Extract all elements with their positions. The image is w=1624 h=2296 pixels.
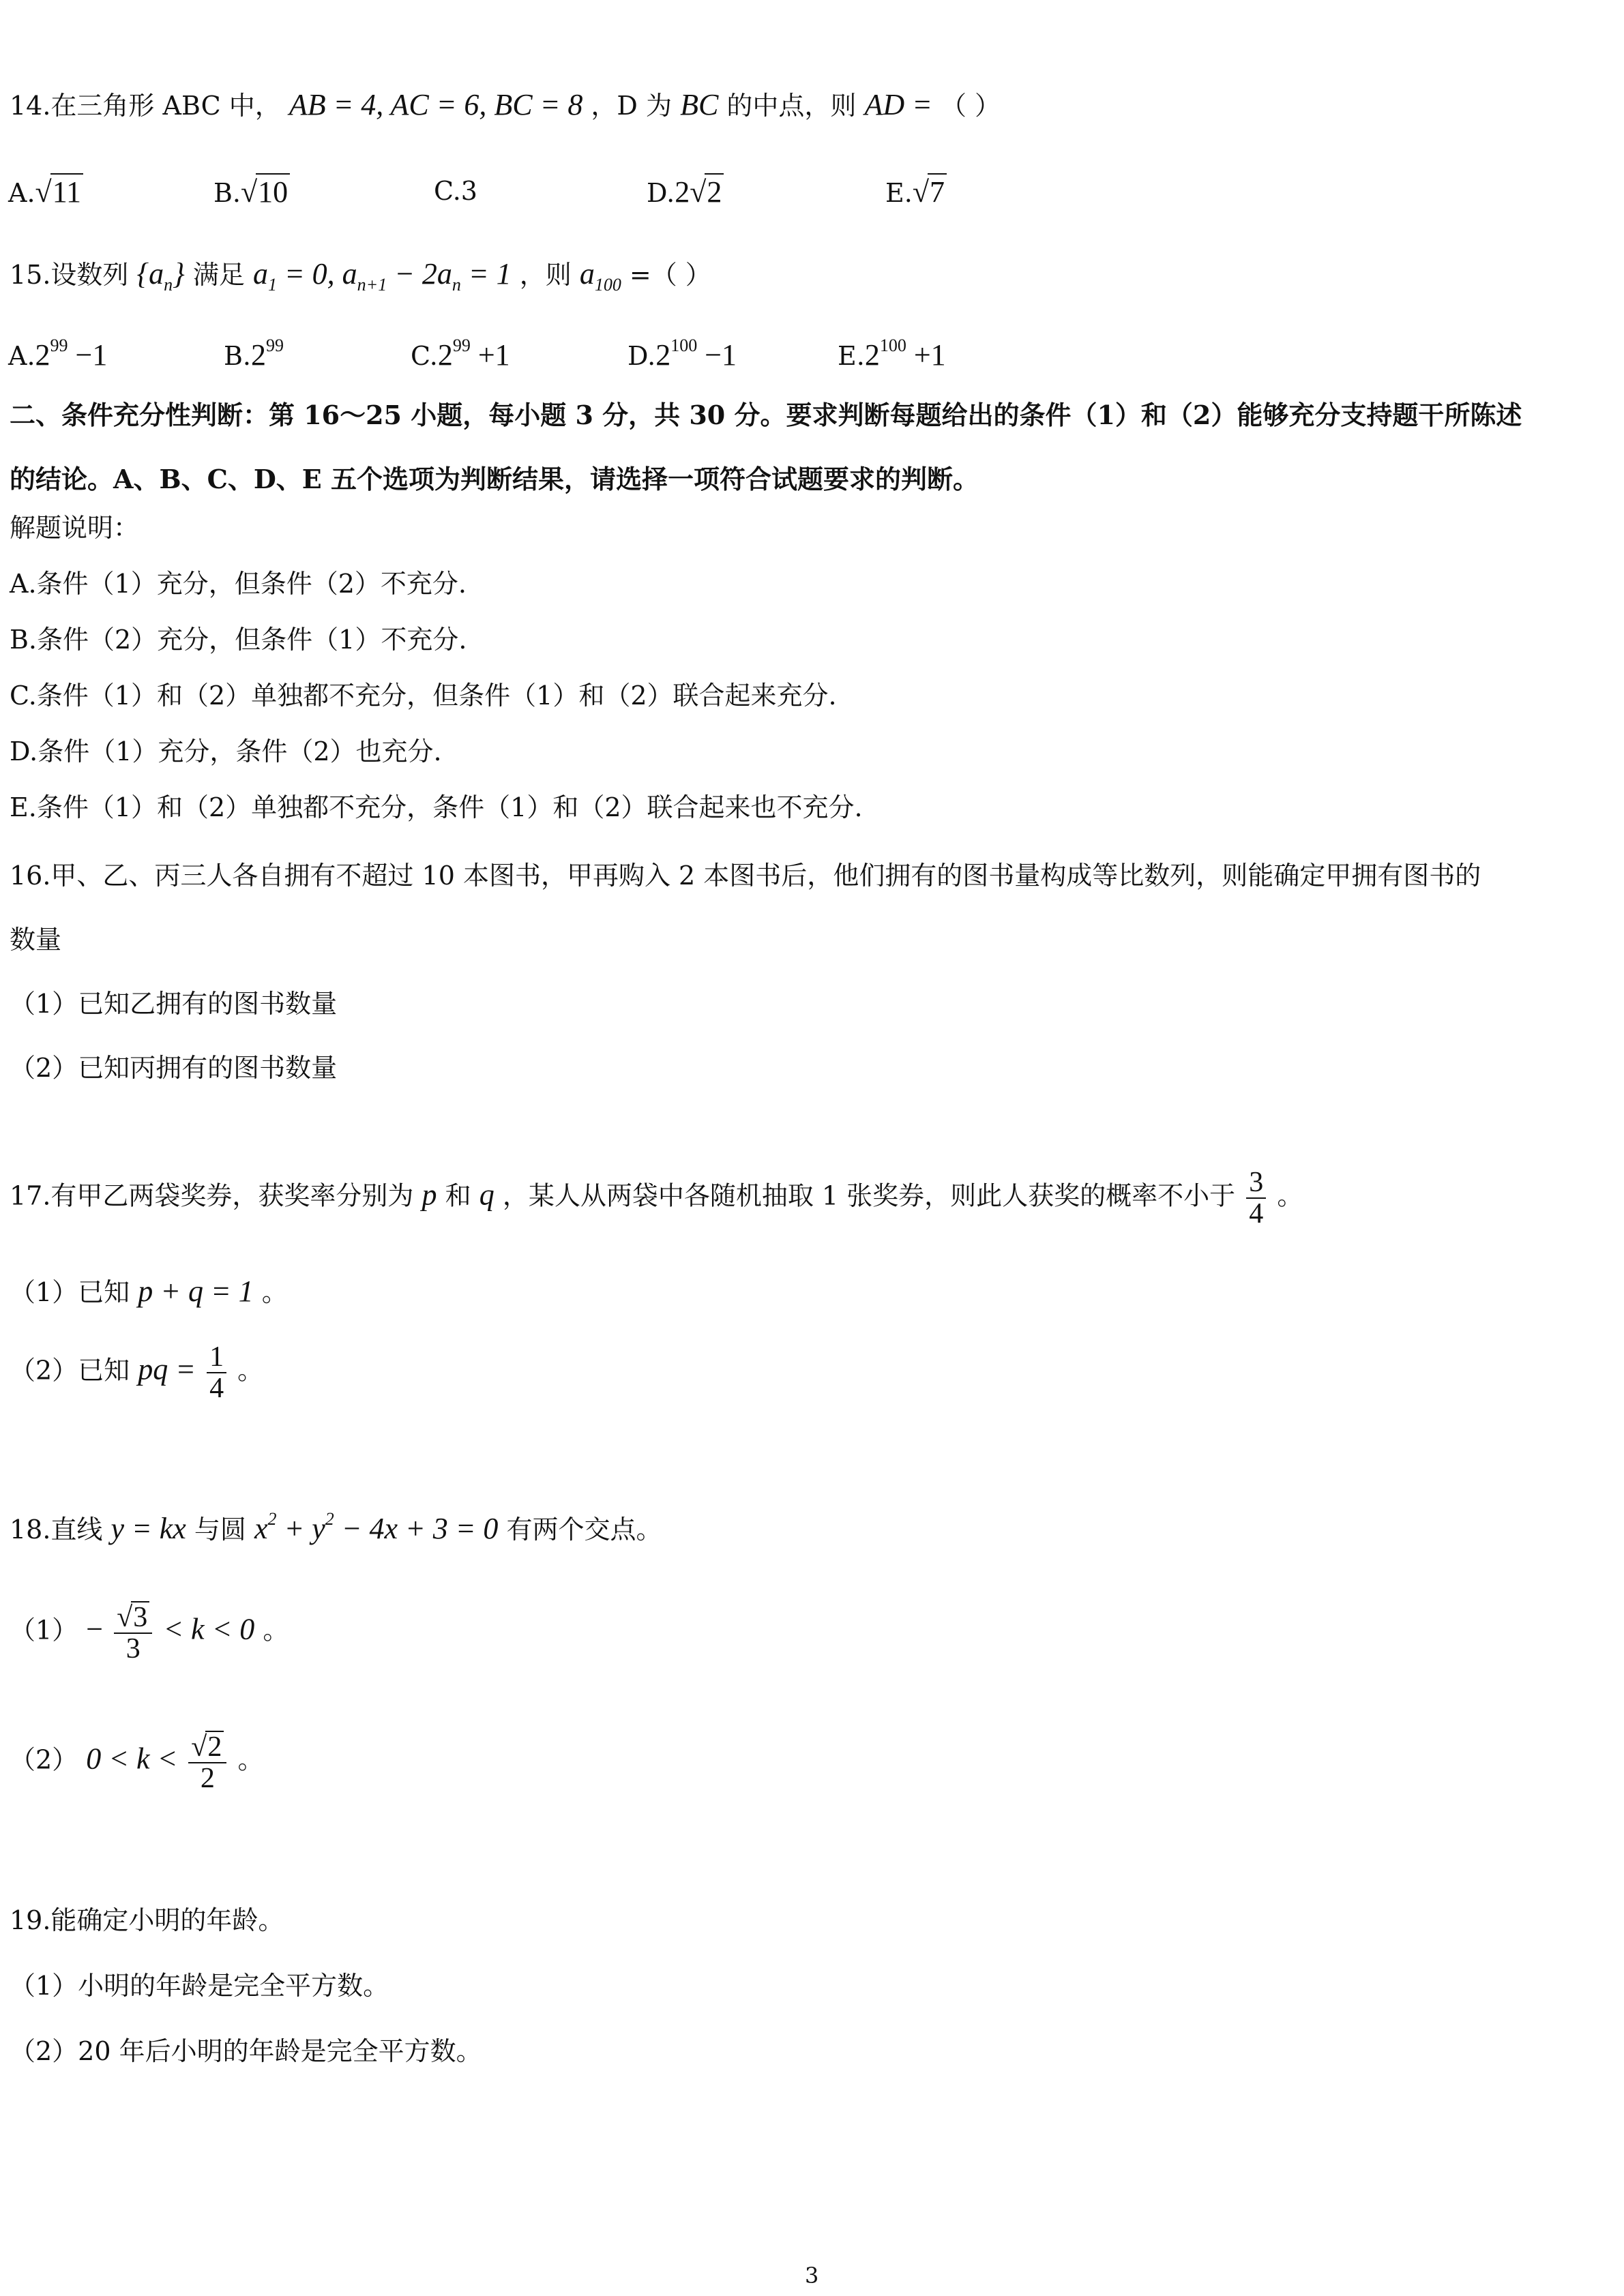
q16-condition-2: （2）已知丙拥有的图书数量 xyxy=(10,1053,338,1083)
q17-condition-2: （2）已知 pq = $\frac{1}{4}$ 。 xyxy=(10,1341,264,1405)
section2-heading-line2: 的结论。A、B、C、D、E 五个选项为判断结果，请选择一项符合试题要求的判断。 xyxy=(10,464,979,494)
q16-stem-line1: 16.甲、乙、丙三人各自拥有不超过 10 本图书，甲再购入 2 本图书后，他们拥有的图书量构成等比数列，则能确定甲拥有图书的 xyxy=(10,861,1481,891)
q15-option-d: $D.2^{100} -1$ xyxy=(628,336,737,372)
q17-c2-fraction: $\frac{1}{4}$ xyxy=(207,1342,226,1403)
q18-condition-2: （2） 0 < k < $\frac{√2}{2}$ 。 xyxy=(10,1731,264,1795)
q18-c2-fraction: $\frac{√2}{2}$ xyxy=(188,1731,226,1793)
q14-stem: 14.在三角形 ABC 中， AB = 4, AC = 6, BC = 8 ，D 为 BC 的中点，则 AD = （ ） xyxy=(10,88,1001,121)
q16-condition-1: （1）已知乙拥有的图书数量 xyxy=(10,989,338,1019)
q15-option-e: $E.2^{100} +1$ xyxy=(838,336,946,372)
explain-item-e: E.条件（1）和（2）单独都不充分，条件（1）和（2）联合起来也不充分. xyxy=(10,792,863,822)
q17-stem: 17.有甲乙两袋奖券，获奖率分别为 p 和 q ，某人从两袋中各随机抽取 1 张奖券，则此人获奖的概率不小于 $\frac{3}{4}$ 。 xyxy=(10,1167,1303,1230)
q16-stem-line2: 数量 xyxy=(10,925,62,955)
explain-title: 解题说明： xyxy=(10,513,140,543)
q19-condition-2: （2）20 年后小明的年龄是完全平方数。 xyxy=(10,2036,482,2066)
q14-option-e: E.√7 xyxy=(885,173,947,209)
q14-option-c: C.3 xyxy=(434,176,477,206)
q15-option-c: $C.2^{99} +1$ xyxy=(411,336,510,372)
q19-condition-1: （1）小明的年龄是完全平方数。 xyxy=(10,1971,389,2001)
q18-c1-fraction: $\frac{√3}{3}$ xyxy=(114,1601,152,1664)
q17-fraction: $\frac{3}{4}$ xyxy=(1246,1167,1266,1229)
section2-heading-line1: 二、条件充分性判断：第 16～25 小题，每小题 3 分，共 30 分。要求判断每题给出的条件（1）和（2）能够充分支持题干所陈述 xyxy=(10,400,1522,430)
page-number: 3 xyxy=(805,2263,819,2288)
q15-stem: 15.设数列 $\{a_n\}$ 满足 $a_1 = 0$, $a_{n+1} - 2a_n = 1$ ，则 $a_{100}$ =（ ） xyxy=(10,257,711,295)
q15-option-b: $B.2^{99}$ xyxy=(224,336,284,372)
q17-condition-1: （1）已知 p + q = 1 。 xyxy=(10,1274,288,1308)
explain-item-b: B.条件（2）充分，但条件（1）不充分. xyxy=(10,625,467,655)
explain-item-d: D.条件（1）充分，条件（2）也充分. xyxy=(10,736,442,766)
q14-option-a: A.√11 xyxy=(8,173,83,209)
q14-option-b: B.√10 xyxy=(213,173,290,209)
explain-item-c: C.条件（1）和（2）单独都不充分，但条件（1）和（2）联合起来充分. xyxy=(10,681,837,711)
explain-item-a: A.条件（1）充分，但条件（2）不充分. xyxy=(10,569,467,599)
q18-stem: 18.直线 y = kx 与圆 $x^2 + y^2 - 4x + 3 = 0$ 有两个交点。 xyxy=(10,1509,662,1545)
q14-option-d: D.2√2 xyxy=(647,173,724,209)
q15-option-a: $A.2^{99} -1$ xyxy=(8,336,108,372)
q18-condition-1: （1） − $\frac{√3}{3}$ < k < 0 。 xyxy=(10,1602,289,1665)
q19-stem: 19.能确定小明的年龄。 xyxy=(10,1905,284,1935)
